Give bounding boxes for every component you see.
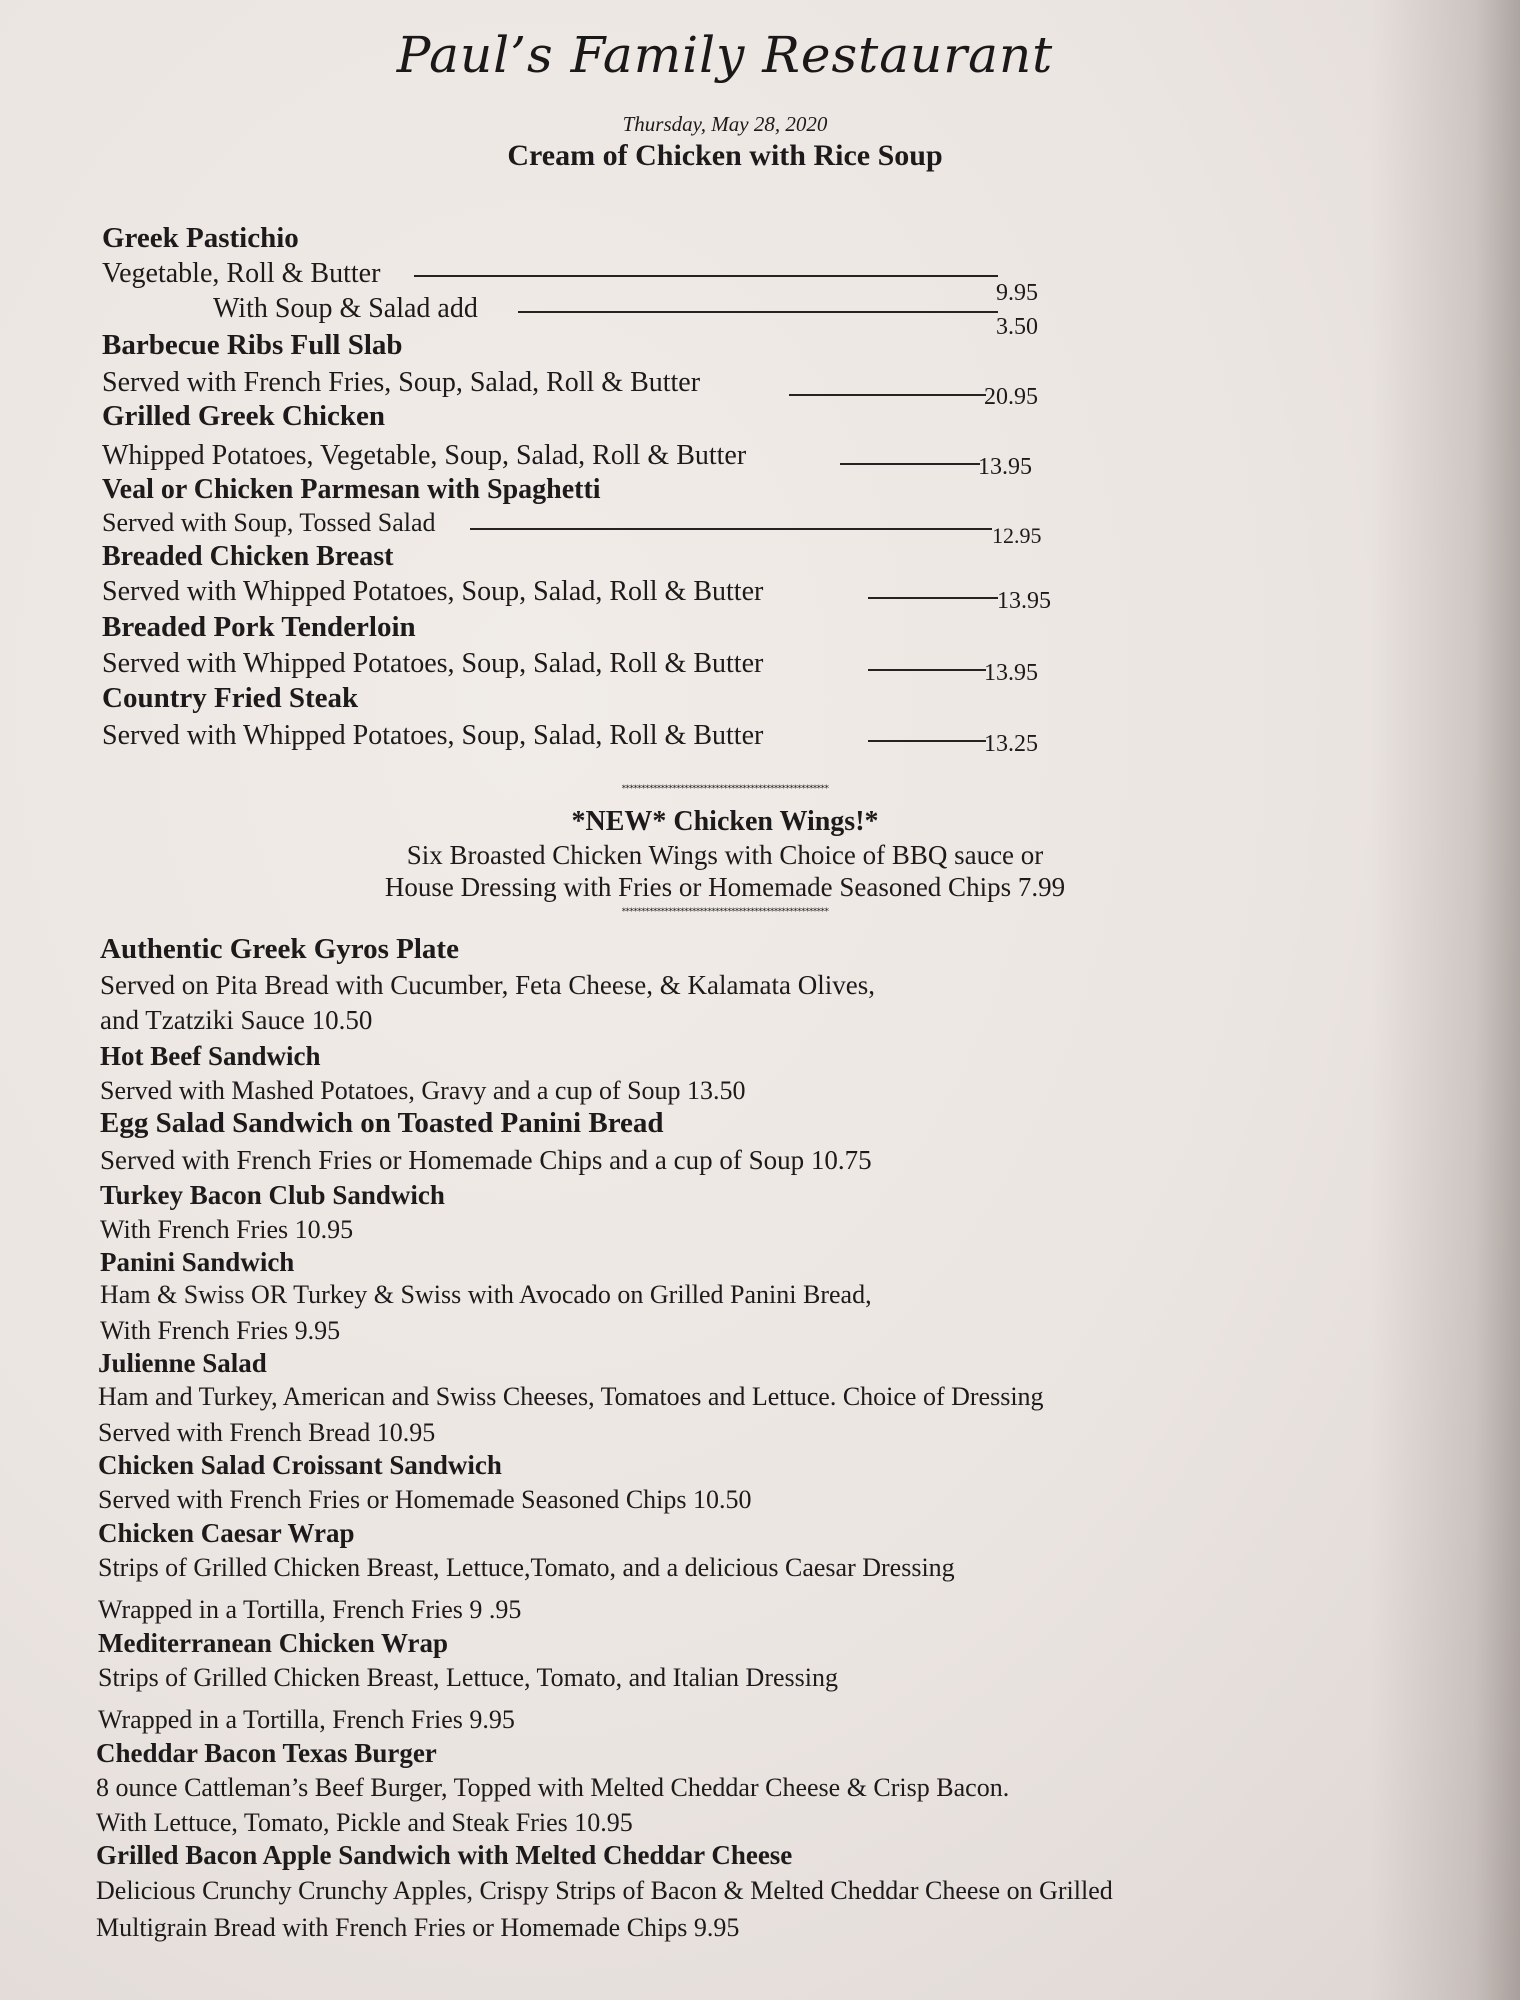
dinner-item-description: Served with French Fries, Soup, Salad, Roll & Butter (102, 367, 701, 398)
sandwich-item-name: Chicken Salad Croissant Sandwich (98, 1450, 502, 1480)
special-description-line: House Dressing with Fries or Homemade Seasoned Chips 7.99 (384, 872, 1066, 902)
sandwich-item-name: Mediterranean Chicken Wrap (98, 1628, 448, 1658)
sandwich-item-name: Chicken Caesar Wrap (98, 1518, 355, 1548)
price-leader-line (414, 275, 998, 277)
sandwich-item-description: Ham & Swiss OR Turkey & Swiss with Avocado on Grilled Panini Bread, (100, 1280, 872, 1309)
price-leader-line (868, 740, 986, 742)
price-leader-line (840, 463, 980, 465)
dinner-item-name: Barbecue Ribs Full Slab (102, 329, 403, 361)
sandwich-item-description: Delicious Crunchy Crunchy Apples, Crispy Strips of Bacon & Melted Cheddar Cheese on Grilled (96, 1876, 1113, 1905)
soup-of-the-day: Cream of Chicken with Rice Soup (507, 139, 943, 172)
dinner-item-description: Served with Whipped Potatoes, Soup, Salad, Roll & Butter (102, 648, 764, 679)
sandwich-item-name: Grilled Bacon Apple Sandwich with Melted Cheddar Cheese (96, 1840, 793, 1870)
sandwich-item-description: Wrapped in a Tortilla, French Fries 9.95 (98, 1705, 515, 1734)
sandwich-item-description: With Lettuce, Tomato, Pickle and Steak Fries 10.95 (96, 1808, 633, 1837)
price-leader-line (789, 394, 986, 396)
dinner-item-description: Served with Whipped Potatoes, Soup, Salad, Roll & Butter (102, 720, 764, 751)
price-leader-line (518, 311, 998, 313)
price-leader-line (868, 597, 998, 599)
dinner-item-description: Whipped Potatoes, Vegetable, Soup, Salad, Roll & Butter (102, 440, 747, 471)
price-leader-line (868, 669, 986, 671)
sandwich-item-description: Wrapped in a Tortilla, French Fries 9 .95 (98, 1595, 522, 1624)
dinner-item-name: Country Fried Steak (102, 682, 359, 714)
dinner-item-price: 13.25 (984, 731, 1038, 757)
sandwich-item-description: Served on Pita Bread with Cucumber, Feta Cheese, & Kalamata Olives, (100, 970, 875, 1000)
dinner-item-price: 20.95 (984, 384, 1038, 410)
page-edge-shadow (1370, 0, 1520, 2000)
restaurant-name: Paul’s Family Restaurant (396, 26, 1054, 84)
dinner-item-price: 13.95 (984, 660, 1038, 686)
star-divider-bottom: ***************************************************** (621, 907, 829, 917)
dinner-item-name: Breaded Chicken Breast (102, 541, 394, 572)
sandwich-item-description: Ham and Turkey, American and Swiss Cheeses, Tomatoes and Lettuce. Choice of Dressing (98, 1382, 1044, 1411)
sandwich-item-description: 8 ounce Cattleman’s Beef Burger, Topped with Melted Cheddar Cheese & Crisp Bacon. (96, 1773, 1010, 1802)
sandwich-item-name: Panini Sandwich (100, 1247, 295, 1277)
dinner-item-price: 13.95 (978, 454, 1032, 480)
sandwich-item-description: Multigrain Bread with French Fries or Homemade Chips 9.95 (96, 1913, 740, 1942)
sandwich-item-name: Egg Salad Sandwich on Toasted Panini Bread (100, 1107, 664, 1139)
dinner-item-name: Veal or Chicken Parmesan with Spaghetti (102, 474, 601, 505)
price-leader-line (470, 528, 992, 530)
sandwich-item-description: With French Fries 10.95 (100, 1215, 354, 1244)
dinner-item-price: 13.95 (997, 588, 1051, 614)
sandwich-item-description: With French Fries 9.95 (100, 1316, 341, 1345)
dinner-item-description: Served with Soup, Tossed Salad (102, 508, 436, 537)
sandwich-item-description: Served with French Fries or Homemade Seasoned Chips 10.50 (98, 1485, 752, 1514)
star-divider-top: ***************************************************** (621, 784, 829, 794)
dinner-addon-price: 3.50 (996, 314, 1038, 340)
dinner-item-name: Grilled Greek Chicken (102, 400, 386, 432)
dinner-item-description: Served with Whipped Potatoes, Soup, Salad, Roll & Butter (102, 576, 764, 607)
sandwich-item-description: Served with French Bread 10.95 (98, 1418, 436, 1447)
dinner-item-name: Greek Pastichio (102, 222, 299, 254)
special-title: *NEW* Chicken Wings!* (571, 806, 879, 837)
sandwich-item-name: Authentic Greek Gyros Plate (100, 933, 459, 965)
dinner-addon-description: With Soup & Salad add (213, 293, 478, 324)
sandwich-item-name: Turkey Bacon Club Sandwich (100, 1180, 445, 1210)
dinner-item-price: 9.95 (996, 280, 1038, 306)
sandwich-item-name: Hot Beef Sandwich (100, 1041, 321, 1071)
dinner-item-name: Breaded Pork Tenderloin (102, 611, 416, 643)
sandwich-item-description: and Tzatziki Sauce 10.50 (100, 1005, 373, 1035)
sandwich-item-description: Strips of Grilled Chicken Breast, Lettuce, Tomato, and Italian Dressing (98, 1663, 838, 1692)
sandwich-item-name: Cheddar Bacon Texas Burger (96, 1738, 437, 1768)
sandwich-item-description: Served with French Fries or Homemade Chips and a cup of Soup 10.75 (100, 1145, 872, 1175)
dinner-item-description: Vegetable, Roll & Butter (102, 258, 381, 289)
special-description-line: Six Broasted Chicken Wings with Choice of BBQ sauce or (406, 840, 1044, 870)
sandwich-item-description: Strips of Grilled Chicken Breast, Lettuce,Tomato, and a delicious Caesar Dressing (98, 1553, 955, 1582)
dinner-item-price: 12.95 (992, 523, 1042, 548)
sandwich-item-description: Served with Mashed Potatoes, Gravy and a cup of Soup 13.50 (100, 1076, 746, 1105)
sandwich-item-name: Julienne Salad (98, 1348, 267, 1378)
menu-date: Thursday, May 28, 2020 (622, 112, 828, 136)
